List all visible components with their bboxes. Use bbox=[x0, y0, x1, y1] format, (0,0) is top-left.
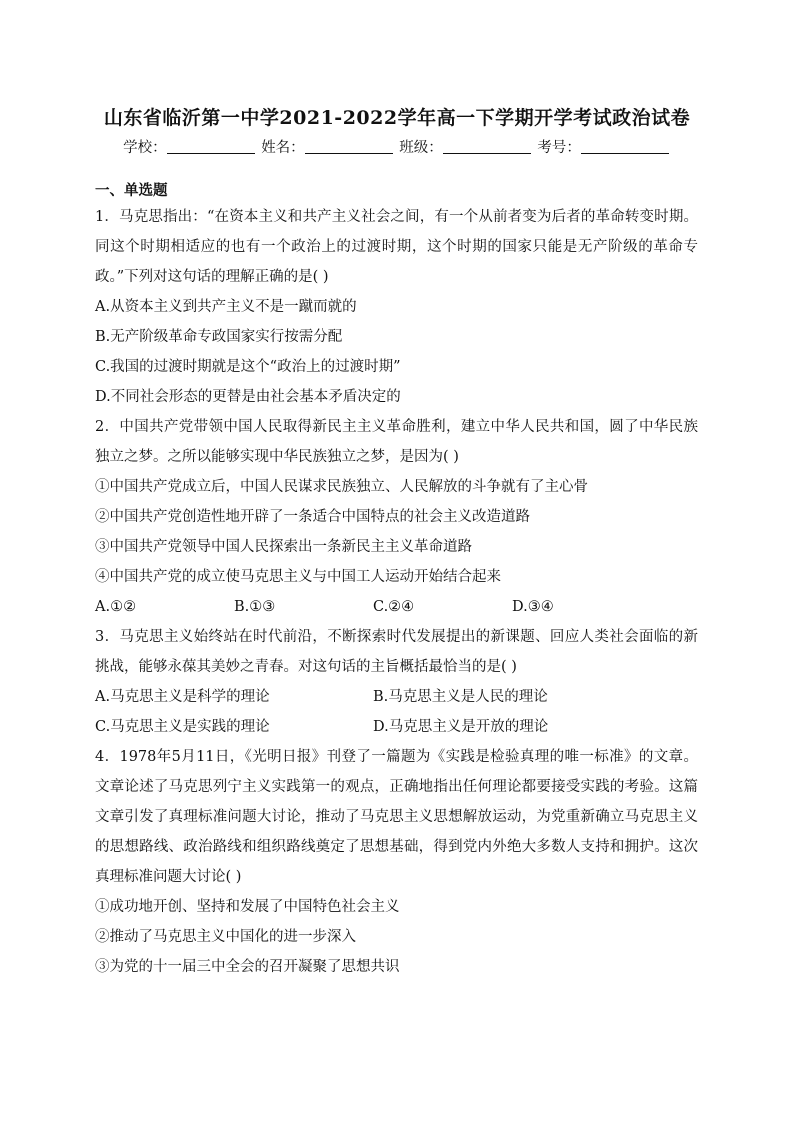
school-label: 学校： bbox=[123, 140, 167, 156]
exam-number-label: 考号： bbox=[537, 140, 581, 156]
option-d: D.③④ bbox=[512, 599, 554, 615]
exam-title: 山东省临沂第一中学2021-2022学年高一下学期开学考试政治试卷 bbox=[103, 107, 691, 129]
statement-1: ①中国共产党成立后，中国人民谋求民族独立、人民解放的斗争就有了主心骨 bbox=[95, 479, 588, 495]
exam-content bbox=[95, 180, 698, 982]
option-b: B.无产阶级革命专政国家实行按需分配 bbox=[95, 329, 343, 345]
question-stem: 4．1978年5月11日，《光明日报》刊登了一篇题为《实践是检验真理的唯一标准》的文章。文章论述了马克思列宁主义实践第一的观点，正确地指出任何理论都要接受实践的考验。这篇文章引发了真理标准问题大讨论，推动了马克思主义思想解放运动，为党重新确立马克思主义的思想路线、政治路线和组织路线奠定了思想基础，得到党内外绝大多数人支持和拥护。这次真理标准问题大讨论( ) bbox=[95, 749, 698, 885]
name-label: 姓名： bbox=[261, 140, 305, 156]
question-1 bbox=[95, 202, 698, 412]
question-stem: 3．马克思主义始终站在时代前沿，不断探索时代发展提出的新课题、回应人类社会面临的新挑战，能够永葆其美妙之青春。对这句话的主旨概括最恰当的是( ) bbox=[95, 629, 698, 675]
exam-number-blank[interactable] bbox=[581, 139, 669, 154]
class-blank[interactable] bbox=[443, 139, 531, 154]
option-a: A.从资本主义到共产主义不是一蹴而就的 bbox=[95, 299, 357, 315]
options-row bbox=[95, 592, 698, 622]
question-stem: 1．马克思指出：“在资本主义和共产主义社会之间，有一个从前者变为后者的革命转变时期。同这个时期相适应的也有一个政治上的过渡时期，这个时期的国家只能是无产阶级的革命专政。”下列对这句话的理解正确的是( ) bbox=[95, 209, 698, 285]
statement-2: ②推动了马克思主义中国化的进一步深入 bbox=[95, 929, 356, 945]
option-b: B.①③ bbox=[234, 599, 276, 615]
school-blank[interactable] bbox=[167, 139, 255, 154]
statement-1: ①成功地开创、坚持和发展了中国特色社会主义 bbox=[95, 899, 400, 915]
option-c: C.②④ bbox=[373, 599, 415, 615]
class-label: 班级： bbox=[399, 140, 443, 156]
question-4 bbox=[95, 742, 698, 982]
statement-2: ②中国共产党创造性地开辟了一条适合中国特点的社会主义改造道路 bbox=[95, 509, 530, 525]
statement-4: ④中国共产党的成立使马克思主义与中国工人运动开始结合起来 bbox=[95, 569, 501, 585]
option-d: D.不同社会形态的更替是由社会基本矛盾决定的 bbox=[95, 389, 401, 405]
options-row bbox=[95, 712, 698, 742]
name-blank[interactable] bbox=[305, 139, 393, 154]
section-heading: 一、单选题 bbox=[95, 182, 168, 199]
question-3 bbox=[95, 622, 698, 742]
statement-3: ③为党的十一届三中全会的召开凝聚了思想共识 bbox=[95, 959, 400, 975]
option-b: B.马克思主义是人民的理论 bbox=[373, 689, 548, 705]
option-c: C.我国的过渡时期就是这个“政治上的过渡时期” bbox=[95, 359, 401, 375]
statement-3: ③中国共产党领导中国人民探索出一条新民主主义革命道路 bbox=[95, 539, 472, 555]
option-c: C.马克思主义是实践的理论 bbox=[95, 719, 270, 735]
option-a: A.①② bbox=[95, 599, 137, 615]
options-row bbox=[95, 682, 698, 712]
question-2 bbox=[95, 412, 698, 622]
option-d: D.马克思主义是开放的理论 bbox=[373, 719, 549, 735]
student-info-line bbox=[0, 136, 794, 157]
option-a: A.马克思主义是科学的理论 bbox=[95, 689, 270, 705]
question-stem: 2．中国共产党带领中国人民取得新民主主义革命胜利，建立中华人民共和国，圆了中华民族独立之梦。之所以能够实现中华民族独立之梦，是因为( ) bbox=[95, 419, 698, 465]
